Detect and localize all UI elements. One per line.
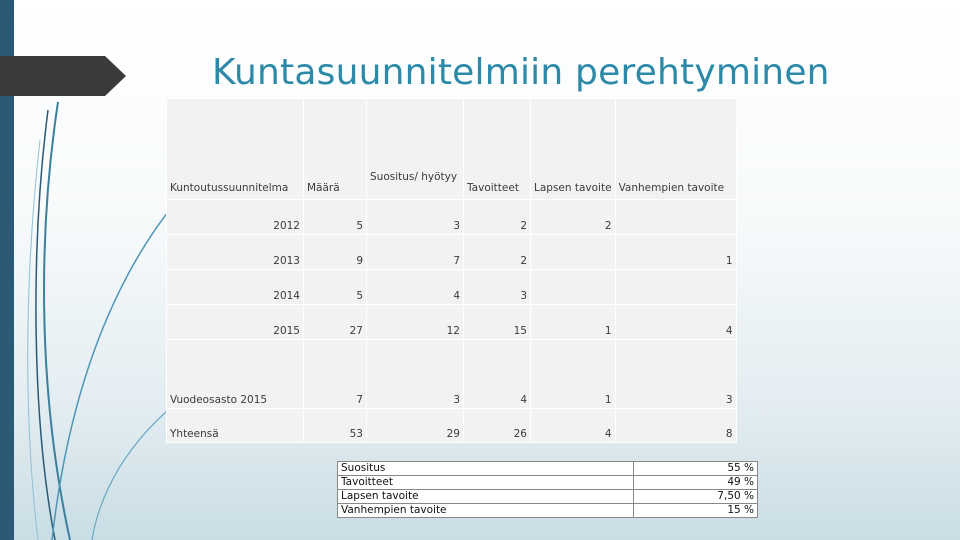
table-cell: 7 — [304, 340, 367, 409]
table-row — [167, 270, 737, 305]
header-cell: Määrä — [304, 99, 367, 200]
summary-row — [338, 490, 758, 504]
page-title: Kuntasuunnitelmiin perehtyminen — [212, 52, 830, 93]
summary-value: 7,50 % — [634, 490, 758, 504]
summary-value: 49 % — [634, 476, 758, 490]
table-cell: 2014 — [167, 270, 304, 305]
summary-table — [337, 461, 758, 518]
table-cell: 1 — [615, 235, 736, 270]
table-cell: 3 — [464, 270, 531, 305]
summary-value: 55 % — [634, 462, 758, 476]
table-cell: 5 — [304, 200, 367, 235]
header-cell: Tavoitteet — [464, 99, 531, 200]
summary-row — [338, 476, 758, 490]
table-cell: 1 — [531, 305, 616, 340]
table-cell: 4 — [531, 409, 616, 443]
table-cell: 7 — [367, 235, 464, 270]
table-cell: 2 — [464, 200, 531, 235]
table-cell: 29 — [367, 409, 464, 443]
table-cell: Yhteensä — [167, 409, 304, 443]
table-cell: 12 — [367, 305, 464, 340]
table-cell — [615, 270, 736, 305]
table-cell: 9 — [304, 235, 367, 270]
table-cell: 4 — [615, 305, 736, 340]
header-cell: Vanhempien tavoite — [615, 99, 736, 200]
table-cell — [531, 270, 616, 305]
table-cell: 2 — [531, 200, 616, 235]
summary-label: Lapsen tavoite — [338, 490, 634, 504]
table-cell: 3 — [367, 340, 464, 409]
summary-row — [338, 504, 758, 518]
table-row — [167, 235, 737, 270]
table-cell: 1 — [531, 340, 616, 409]
title-arrow-shape — [0, 56, 130, 96]
header-cell: Suositus/ hyötyy — [367, 99, 464, 200]
table-cell: 26 — [464, 409, 531, 443]
header-cell: Kuntoutussuunnitelma — [167, 99, 304, 200]
table-cell: 2 — [464, 235, 531, 270]
table-cell: 2012 — [167, 200, 304, 235]
header-cell: Lapsen tavoite — [531, 99, 616, 200]
table-cell: 8 — [615, 409, 736, 443]
table-row — [167, 409, 737, 443]
summary-label: Vanhempien tavoite — [338, 504, 634, 518]
table-cell — [615, 200, 736, 235]
table-cell: 5 — [304, 270, 367, 305]
table-cell — [531, 235, 616, 270]
table-cell: 4 — [464, 340, 531, 409]
table-cell: 3 — [615, 340, 736, 409]
summary-label: Suositus — [338, 462, 634, 476]
summary-row — [338, 462, 758, 476]
table-cell: 2015 — [167, 305, 304, 340]
table-cell: Vuodeosasto 2015 — [167, 340, 304, 409]
summary-value: 15 % — [634, 504, 758, 518]
table-cell: 53 — [304, 409, 367, 443]
table-header-row — [167, 99, 737, 200]
data-table — [166, 98, 737, 443]
table-cell: 2013 — [167, 235, 304, 270]
table-cell: 4 — [367, 270, 464, 305]
table-cell: 3 — [367, 200, 464, 235]
table-row — [167, 340, 737, 409]
summary-label: Tavoitteet — [338, 476, 634, 490]
table-cell: 27 — [304, 305, 367, 340]
table-cell: 15 — [464, 305, 531, 340]
table-row — [167, 200, 737, 235]
table-row — [167, 305, 737, 340]
